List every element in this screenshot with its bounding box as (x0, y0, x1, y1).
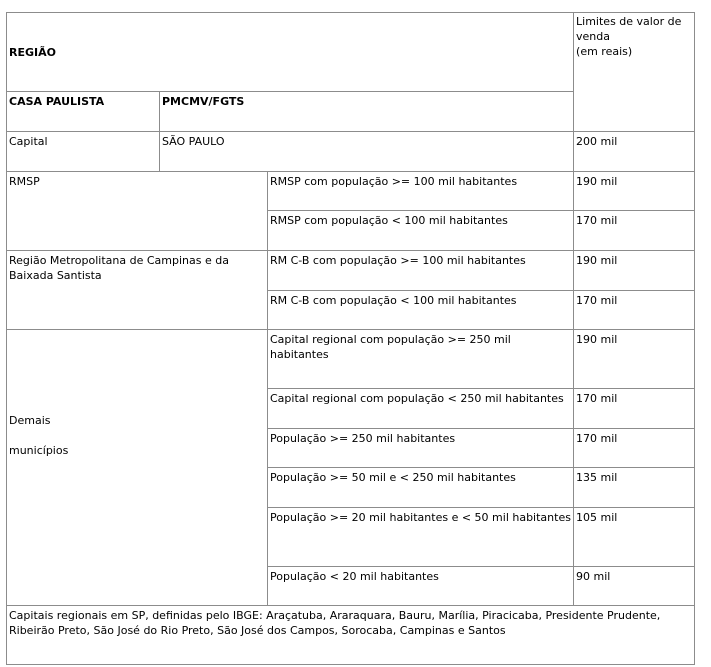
desc-cell: Capital regional com população < 250 mil habitantes (268, 389, 574, 429)
header-limites (574, 13, 695, 132)
value-cell: 135 mil (574, 468, 695, 508)
region-capital: Capital (7, 132, 160, 172)
region-demais-municipios (7, 330, 268, 606)
value-cell: 170 mil (574, 389, 695, 429)
value-cell: 90 mil (574, 567, 695, 606)
value-cell: 170 mil (574, 429, 695, 468)
value-cell: 190 mil (574, 172, 695, 211)
header-regiao: REGIÃO (7, 13, 574, 92)
footnote: Capitais regionais em SP, definidas pelo IBGE: Araçatuba, Araraquara, Bauru, Marília, Piracicaba, Presidente Prudente, Ribeirão Preto, São José do Rio Preto, São José dos Campos, Sorocaba, Campinas e Santos (7, 606, 695, 665)
region-demais-l1: Demais (9, 414, 51, 427)
table-row (7, 172, 695, 211)
header-casa-paulista: CASA PAULISTA (7, 92, 160, 132)
desc-cell: RM C-B com população >= 100 mil habitantes (268, 251, 574, 291)
header-pmcmv: PMCMV/FGTS (160, 92, 574, 132)
value-cell: 190 mil (574, 251, 695, 291)
value-cell: 190 mil (574, 330, 695, 389)
desc-cell: RMSP com população >= 100 mil habitantes (268, 172, 574, 211)
desc-cell: RM C-B com população < 100 mil habitantes (268, 291, 574, 330)
table-row (7, 330, 695, 389)
desc-cell: População >= 50 mil e < 250 mil habitantes (268, 468, 574, 508)
desc-cell: RMSP com população < 100 mil habitantes (268, 211, 574, 251)
value-cell: 170 mil (574, 291, 695, 330)
desc-cell: População < 20 mil habitantes (268, 567, 574, 606)
desc-cell: Capital regional com população >= 250 mil habitantes (268, 330, 574, 389)
header-limites-title: Limites de valor de venda (576, 15, 682, 43)
city-sao-paulo: SÃO PAULO (160, 132, 574, 172)
table-row (7, 132, 695, 172)
desc-cell: População >= 20 mil habitantes e < 50 mil habitantes (268, 508, 574, 567)
desc-cell: População >= 250 mil habitantes (268, 429, 574, 468)
price-limits-table (6, 12, 695, 665)
region-rm-campinas: Região Metropolitana de Campinas e da Baixada Santista (7, 251, 268, 330)
region-rmsp: RMSP (7, 172, 268, 251)
value-cell: 105 mil (574, 508, 695, 567)
value-cell: 200 mil (574, 132, 695, 172)
header-limites-unit: (em reais) (576, 45, 633, 58)
value-cell: 170 mil (574, 211, 695, 251)
region-demais-l2: municípios (9, 444, 69, 457)
table-row (7, 251, 695, 291)
